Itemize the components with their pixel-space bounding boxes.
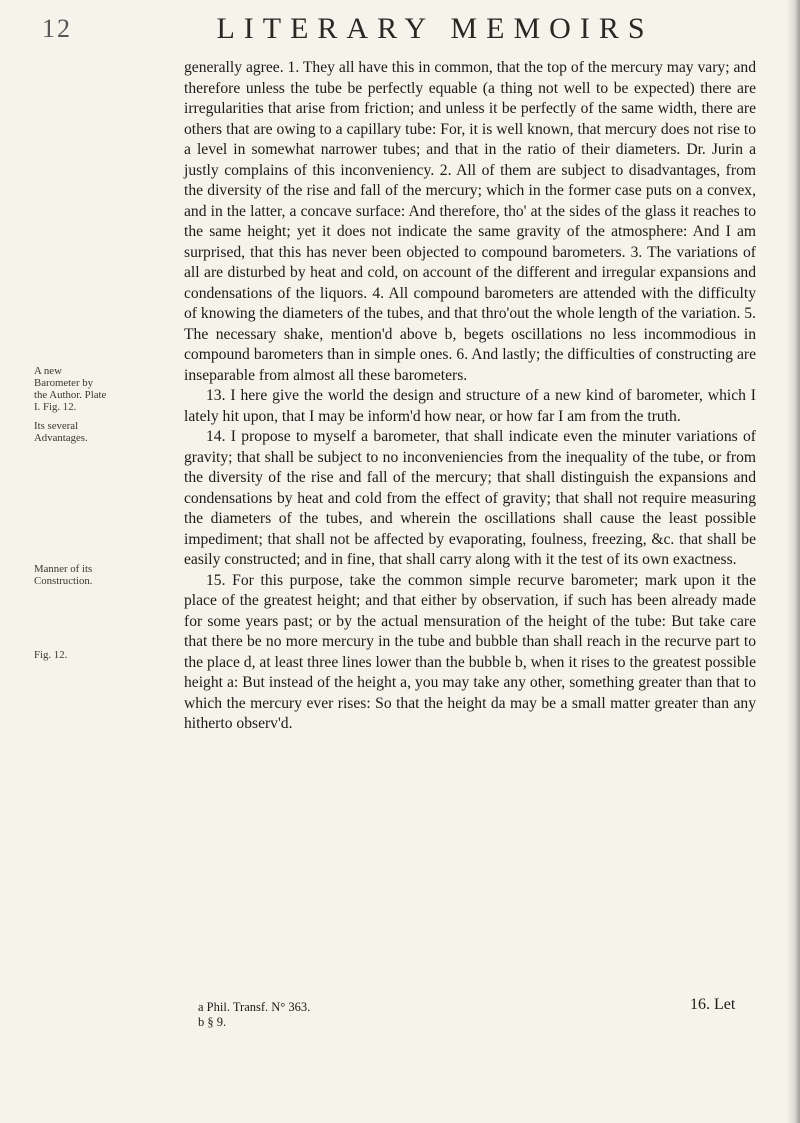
margin-note-advantages: Its several Advantages. — [34, 420, 88, 444]
footnotes — [198, 1000, 558, 1030]
body-text — [184, 58, 756, 735]
margin-note-figure: Fig. 12. — [34, 649, 68, 661]
margin-note-new-barometer: A new Barometer by the Author. Plate I. Fig. 12. — [34, 365, 107, 413]
page-edge-shadow — [786, 0, 800, 1123]
paragraph-1: generally agree. 1. They all have this in common, that the top of the mercury may vary; and therefore unless the tube be perfectly equable (a thing not well to be expected) there are irregularities that arise from friction; and unless it be perfectly of the same width, there are others that are owing to a capillary tube: For, it is well known, that mercury does not rise to a level in somewhat narrower tubes; and that in the ratio of their diameters. Dr. Jurin a justly complains of this inconveniency. 2. All of them are subject to disadvantages, from the diversity of the rise and fall of the mercury; which in the former case puts on a convex, and in the latter, a concave surface: And therefore, tho' at the sides of the glass it reaches to the same height; yet it does not indicate the same gravity of the atmosphere: And I am surprised, that this has never been objected to compound barometers. 3. The variations of all are disturbed by heat and cold, on account of the different and irregular expansions and condensations of the liquors. 4. All compound barometers are attended with the difficulty of knowing the diameters of the tubes, and that thro'out the whole length of the variation. 5. The necessary shake, mention'd above b, begets oscillations no less incommodious in compound barometers than in simple ones. 6. And lastly; the difficulties of constructing are inseparable from almost all these barometers. — [184, 59, 756, 384]
paragraph-14: 14. I propose to myself a barometer, that shall indicate even the minuter variations of gravity; that shall be subject to no inconveniencies from the inequality of the tube, or from the diversity of the rise and fall of the mercury; that shall distinguish the expansions and condensations by heat and cold from the effect of gravity; that shall not require measuring the diameters of the tubes, and wherein the oscillations shall cause the least possible impediment; that shall not be affected by evaporating, foulness, freezing, &c. that shall be easily constructed; and in fine, that shall carry along with it the test of its own exactness. — [184, 428, 756, 568]
footnote-b: b § 9. — [198, 1015, 227, 1029]
running-head: LITERARY MEMOIRS — [216, 12, 654, 45]
footnote-a: a Phil. Transf. N° 363. — [198, 1000, 311, 1014]
margin-note-construction: Manner of its Construction. — [34, 563, 93, 587]
paragraph-15: 15. For this purpose, take the common simple recurve barometer; mark upon it the place of the greatest height; and that either by observation, if such has been already made for some years past; or by the actual mensuration of the height of the tube: But take care that there be no more mercury in the tube and bubble than shall reach in the recurve part to the place d, at least three lines lower than the bubble b, when it rises to the greatest possible height a: But instead of the height a, you may take any other, something greater than that to which the mercury ever rises: So that the height da may be a small matter greater than any hitherto observ'd. — [184, 571, 756, 732]
paragraph-13: 13. I here give the world the design and structure of a new kind of barometer, which I lately hit upon, that I may be inform'd how near, or how far I am from the truth. — [184, 387, 756, 425]
page-number: 12 — [42, 14, 72, 43]
catchword: 16. Let — [690, 996, 736, 1013]
